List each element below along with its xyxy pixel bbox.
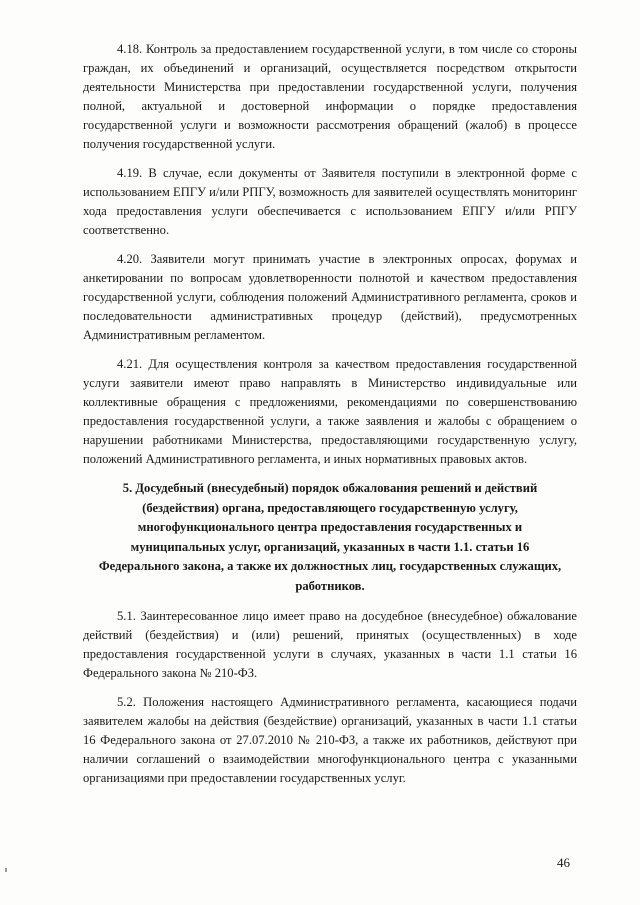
page-number: 46 xyxy=(557,855,570,870)
paragraph-5-1: 5.1. Заинтересованное лицо имеет право на досудебное (внесудебное) обжалование действий (бездействия) и (или) решений, принятых (осуществленных) в ходе предоставления государственной услуги в случаях, указанных в части 1.1 статьи 16 Федерального закона № 210-ФЗ. xyxy=(83,608,577,680)
scan-margin-mark xyxy=(5,868,7,872)
paragraph-4-19: 4.19. В случае, если документы от Заявителя поступили в электронной форме с использованием ЕПГУ и/или РПГУ, возможность для заявителей осуществлять мониторинг хода предоставления услуги обеспечивается с использованием ЕПГУ и/или РПГУ соответственно. xyxy=(83,166,577,237)
paragraph-4-18: 4.18. Контроль за предоставлением государственной услуги, в том числе со стороны граждан, их объединений и организаций, осуществляется посредством открытости деятельности Министерства при предоставлении государственной услуги, получения полной, актуальной и достоверной информации о порядке предоставления государственной услуги и возможности рассмотрения обращений (жалоб) в процессе получения государственной услуги. xyxy=(83,42,577,151)
section-5-heading: 5. Досудебный (внесудебный) порядок обжалования решений и действий (бездействия) органа, предоставляющего государственную услугу, многофункционального центра предоставления государственных и муниципальных услуг, организаций, указанных в части 1.1. статьи 16 Федерального закона, а также их должностных лиц, государственных служащих, работников. xyxy=(98,481,562,593)
paragraph-5-2: 5.2. Положения настоящего Административного регламента, касающиеся подачи заявителем жалобы на действия (бездействие) организаций, указанных в части 1.1 статьи 16 Федерального закона от 27.07.2010 № 210-ФЗ, а также их работников, действуют при наличии соглашений о взаимодействии многофункционального центра с указанными организациями при предоставлении государственных услуг. xyxy=(83,694,577,785)
paragraph-4-20: 4.20. Заявители могут принимать участие в электронных опросах, форумах и анкетировании по вопросам удовлетворенности полнотой и качеством предоставления государственной услуги, соблюдения положений Административного регламента, сроков и последовательности административных процедур (действий), предусмотренных Административным регламентом. xyxy=(83,252,577,342)
paragraph-4-21: 4.21. Для осуществления контроля за качеством предоставления государственной услуги заявители имеют право направлять в Министерство индивидуальные или коллективные обращения с предложениями, рекомендациями по совершенствованию предоставления государственной услуги, а также заявления и жалобы с обращением о нарушении работниками Министерства, предоставляющими государственную услугу, положений Административного регламента, и иных нормативных правовых актов. xyxy=(83,357,577,466)
document-body xyxy=(83,40,577,798)
